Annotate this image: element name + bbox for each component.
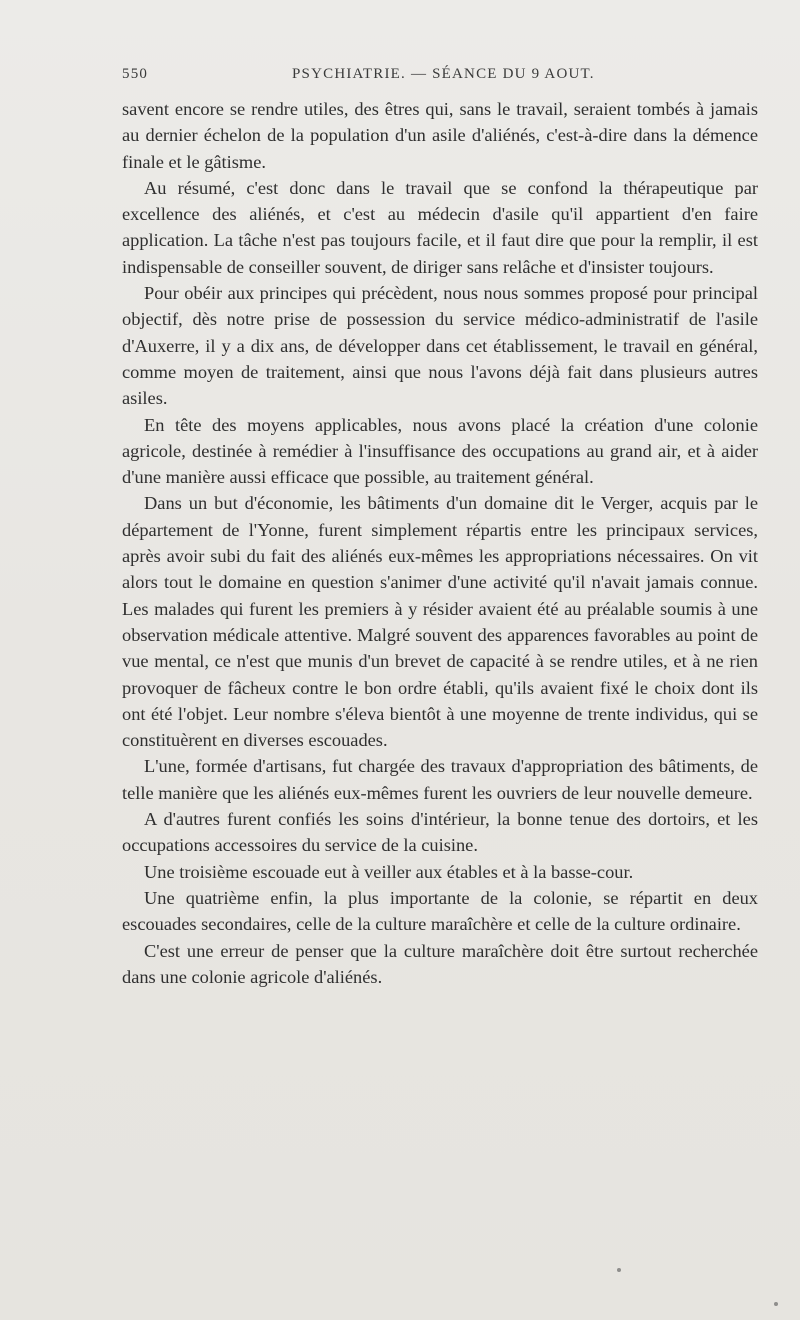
ink-speck xyxy=(774,1302,778,1306)
paragraph-continued: savent encore se rendre utiles, des êtres qui, sans le travail, seraient tombés à jamais au dernier échelon de la population d'un asile d'aliénés, c'est-à-dire dans la démence finale et le gâtisme. xyxy=(122,99,758,172)
running-title: PSYCHIATRIE. — SÉANCE DU 9 AOUT. xyxy=(292,66,595,82)
paragraph: Une troisième escouade eut à veiller aux étables et à la basse-cour. xyxy=(144,861,634,882)
paragraph: En tête des moyens applicables, nous avons placé la création d'une colonie agricole, destinée à remédier à l'insuffisance des occupations au grand air, et à aider d'une manière aussi efficace que possible, au traitement général. xyxy=(122,414,758,488)
paragraph: C'est une erreur de penser que la culture maraîchère doit être surtout recherchée dans une colonie agricole d'aliénés. xyxy=(122,940,758,987)
paragraph: Une quatrième enfin, la plus importante de la colonie, se répartit en deux escouades secondaires, celle de la culture maraîchère et celle de la culture ordinaire. xyxy=(122,887,758,935)
ink-speck xyxy=(617,1268,621,1272)
running-head xyxy=(122,66,758,90)
page-number: 550 xyxy=(122,66,149,82)
paragraph: Au résumé, c'est donc dans le travail que se confond la thérapeutique par excellence des aliénés, et c'est au médecin d'asile qu'il appartient d'en faire application. La tâche n'est pas toujours facile, et il faut dire que pour la remplir, il est indispensable de conseiller souvent, de diriger sans relâche et d'insister toujours. xyxy=(122,177,758,277)
paragraph: Dans un but d'économie, les bâtiments d'un domaine dit le Verger, acquis par le département de l'Yonne, furent simplement répartis entre les principaux services, après avoir subi du fait des aliénés eux-mêmes les appropriations nécessaires. On vit alors tout le domaine en question s'animer d'une activité qu'il n'avait jamais connue. Les malades qui furent les premiers à y résider avaient été au préalable soumis à une observation médicale attentive. Malgré souvent des apparences favorables au point de vue mental, ce n'est que munis d'un brevet de capacité à se rendre utiles, et à ne rien provoquer de fâcheux contre le bon ordre établi, qu'ils avaient fixé le choix dont ils ont été l'objet. Leur nombre s'éleva bientôt à une moyenne de trente individus, qui se constituèrent en diverses escouades. xyxy=(122,493,758,751)
paragraph: Pour obéir aux principes qui précèdent, nous nous sommes proposé pour principal objectif, dès notre prise de possession du service médico-administratif de l'asile d'Auxerre, il y a dix ans, de développer dans cet établissement, le travail en général, comme moyen de traitement, ainsi que nous l'avons déjà fait dans plusieurs autres asiles. xyxy=(122,283,758,409)
body-text xyxy=(122,96,758,990)
paragraph: L'une, formée d'artisans, fut chargée des travaux d'appropriation des bâtiments, de telle manière que les aliénés eux-mêmes furent les ouvriers de leur nouvelle demeure. xyxy=(122,756,758,803)
paragraph: A d'autres furent confiés les soins d'intérieur, la bonne tenue des dortoirs, et les occupations accessoires du service de la cuisine. xyxy=(122,809,758,856)
